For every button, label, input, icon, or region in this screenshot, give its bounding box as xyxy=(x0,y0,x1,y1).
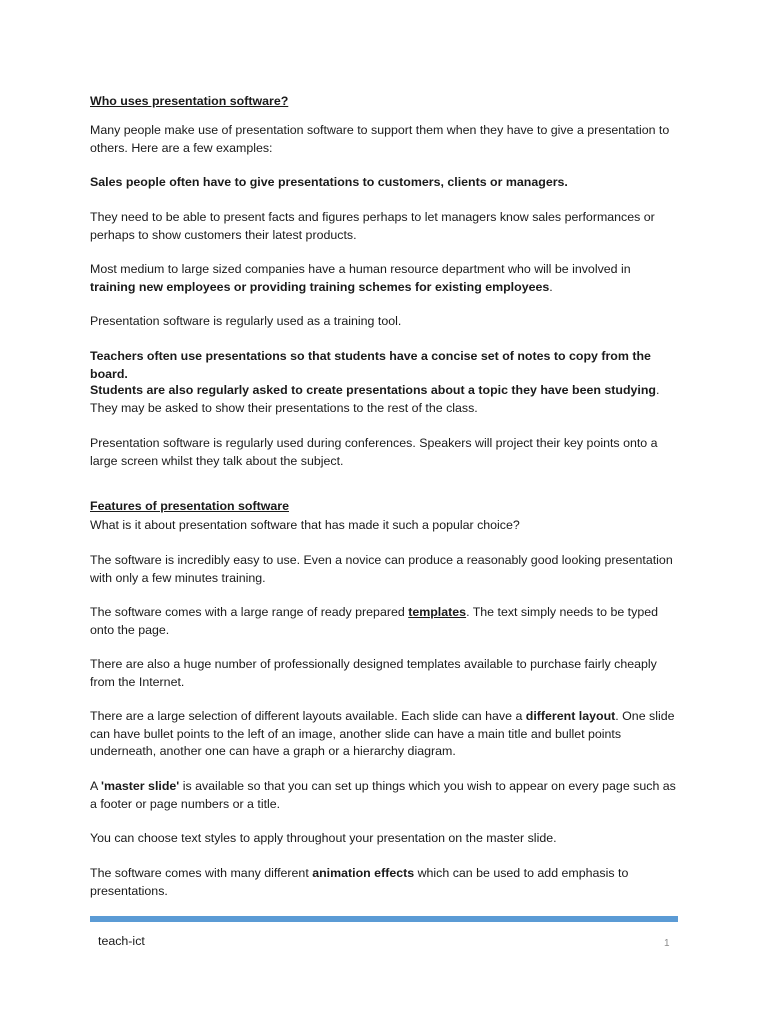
purchase-paragraph: There are also a huge number of professionally designed templates available to purchase fairly cheaply from the Internet. xyxy=(90,657,657,689)
templates-link-text[interactable]: templates xyxy=(408,605,467,619)
master-bold-text: 'master slide' xyxy=(101,779,180,793)
easy-paragraph: The software is incredibly easy to use. Even a novice can produce a reasonably good looking presentation with only a few minutes training. xyxy=(90,553,673,585)
teachers-bold-text: Teachers often use presentations so that students have a concise set of notes to copy from the board. xyxy=(90,349,651,381)
master-slide-paragraph xyxy=(90,778,678,813)
footer-site-name: teach-ict xyxy=(98,934,145,948)
training-tool-paragraph: Presentation software is regularly used as a training tool. xyxy=(90,314,402,328)
students-bold-text: Students are also regularly asked to create presentations about a topic they have been studying xyxy=(90,383,657,397)
hr-bold-text: training new employees or providing training schemes for existing employees xyxy=(90,279,550,294)
anim-post-text: which can be used to add emphasis to presentations. xyxy=(90,866,629,898)
teachers-paragraph xyxy=(90,348,678,383)
conferences-paragraph: Presentation software is regularly used during conferences. Speakers will project their key points onto a large screen whilst they talk about the subject. xyxy=(90,436,658,468)
students-rest-text: . They may be asked to show their presentations to the rest of the class. xyxy=(90,383,660,415)
intro-paragraph: Many people make use of presentation software to support them when they have to give a presentation to others. Here are a few examples: xyxy=(90,123,670,155)
layouts-paragraph xyxy=(90,708,678,761)
section-heading-who-uses: Who uses presentation software? xyxy=(90,94,289,108)
sales-detail-paragraph: They need to be able to present facts and figures perhaps to let managers know sales performances or perhaps to show customers their latest products. xyxy=(90,210,655,242)
students-paragraph xyxy=(90,382,678,417)
footer-divider xyxy=(90,916,678,922)
section-heading-features: Features of presentation software xyxy=(90,499,289,513)
layouts-pre-text: There are a large selection of different layouts available. Each slide can have a xyxy=(90,709,526,723)
layouts-post-text: . One slide can have bullet points to the left of an image, another slide can have a main title and bullet points underneath, another one can have a graph or a hierarchy diagram. xyxy=(90,709,675,758)
hr-text: Most medium to large sized companies have a human resource department who will be involved in xyxy=(90,262,631,276)
text-styles-paragraph: You can choose text styles to apply throughout your presentation on the master slide. xyxy=(90,831,557,845)
anim-pre-text: The software comes with many different xyxy=(90,866,313,880)
animation-paragraph xyxy=(90,865,678,900)
layouts-bold-text: different layout xyxy=(525,709,616,723)
templates-pre-text: The software comes with a large range of ready prepared xyxy=(90,605,409,619)
hr-paragraph xyxy=(90,261,678,296)
sales-paragraph xyxy=(90,174,678,192)
question-paragraph: What is it about presentation software that has made it such a popular choice? xyxy=(90,518,520,532)
sales-bold-text: Sales people often have to give presentations to customers, clients or managers. xyxy=(90,175,568,189)
anim-bold-text: animation effects xyxy=(312,866,415,880)
footer-page-number: 1 xyxy=(664,938,670,949)
master-post-text: is available so that you can set up things which you wish to appear on every page such as a footer or page numbers or a title. xyxy=(90,779,676,811)
templates-paragraph xyxy=(90,604,678,639)
master-pre-text: A xyxy=(90,779,102,793)
hr-end: . xyxy=(549,279,553,294)
templates-post-text: . The text simply needs to be typed onto the page. xyxy=(90,605,658,637)
